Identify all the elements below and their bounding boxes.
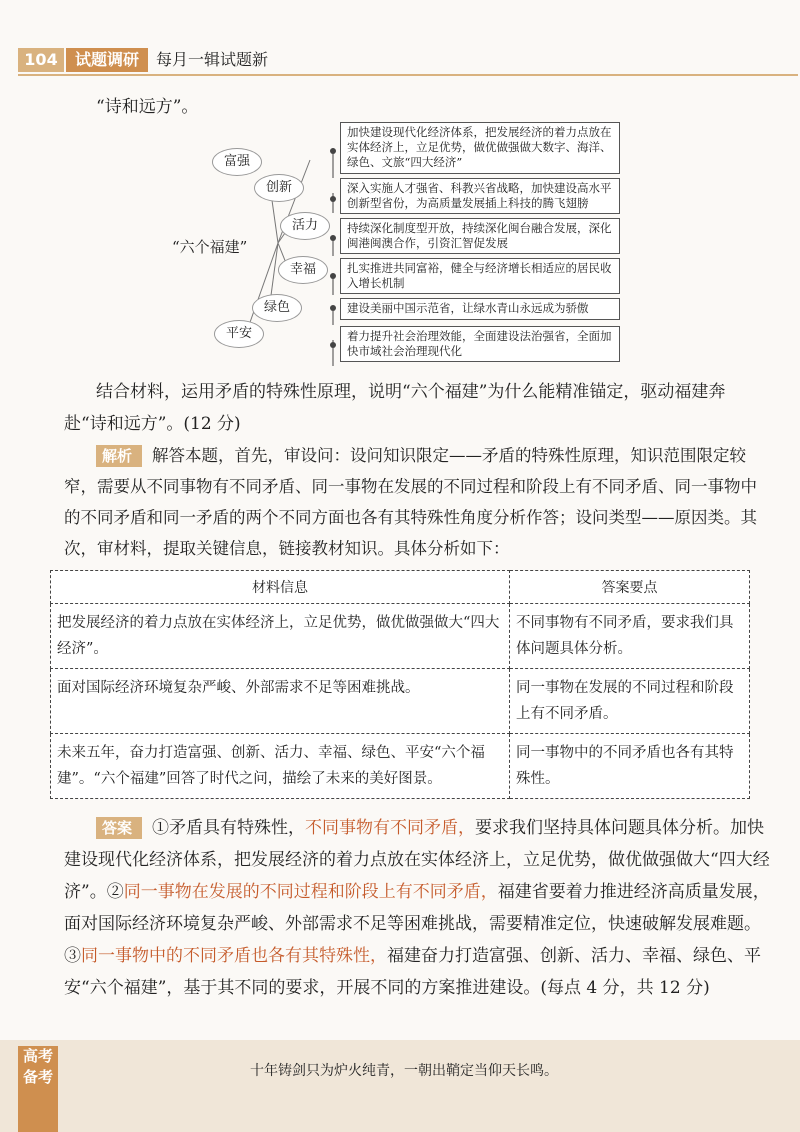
six-fujian-diagram (160, 118, 630, 368)
answer-highlight: 同一事物在发展的不同过程和阶段上有不同矛盾， (123, 882, 498, 902)
analysis-section (64, 440, 764, 564)
table-cell: 同一事物中的不同矛盾也各有其特殊性。 (510, 734, 750, 799)
node-xingfu: 幸福 (278, 256, 328, 284)
analysis-table (50, 570, 750, 799)
bullet-dot (330, 196, 336, 202)
table-cell: 不同事物有不同矛盾，要求我们具体问题具体分析。 (510, 604, 750, 669)
diagram-center-label: “六个福建” (172, 238, 248, 256)
footer-side-label: 高考备考 (18, 1046, 58, 1132)
bullet-dot (330, 273, 336, 279)
diagram-box: 加快建设现代化经济体系，把发展经济的着力点放在实体经济上，立足优势，做优做强做大数字、海洋、绿色、文旅“四大经济” (340, 122, 620, 174)
table-cell: 把发展经济的着力点放在实体经济上，立足优势，做优做强做大“四大经济”。 (51, 604, 510, 669)
answer-highlight: 同一事物中的不同矛盾也各有其特殊性， (81, 946, 387, 966)
answer-text: 福建省要着力推进经济高质量发展，面对国际经济环境复杂严峻、外部需求不足等困难挑战，需要精准定位，快速破解发展难题。③ (64, 882, 770, 966)
answer-section (64, 812, 776, 1004)
question-text: 结合材料，运用矛盾的特殊性原理，说明“六个福建”为什么能精准锚定，驱动福建奔赴“诗和远方”。(12 分) (64, 382, 726, 434)
bullet-dot (330, 148, 336, 154)
answer-text: 要求我们坚持具体问题具体分析。加快建设现代化经济体系，把发展经济的着力点放在实体经济上，立足优势，做优做强做大“四大经济”。② (64, 818, 770, 902)
diagram-box: 建设美丽中国示范省，让绿水青山永远成为骄傲 (340, 298, 620, 320)
node-huoli: 活力 (280, 212, 330, 240)
diagram-box: 着力提升社会治理效能，全面建设法治强省，全面加快市域社会治理现代化 (340, 326, 620, 362)
table-header: 材料信息 (51, 571, 510, 604)
answer-text: ①矛盾具有特殊性， (152, 818, 306, 838)
table-cell: 未来五年，奋力打造富强、创新、活力、幸福、绿色、平安“六个福建”。“六个福建”回答了时代之问，描绘了未来的美好图景。 (51, 734, 510, 799)
bullet-dot (330, 235, 336, 241)
footer-motto: 十年铸剑只为炉火纯青，一朝出鞘定当仰天长鸣。 (250, 1063, 558, 1079)
diagram-box: 深入实施人才强省、科教兴省战略，加快建设高水平创新型省份，为高质量发展插上科技的腾飞翅膀 (340, 178, 620, 214)
page-header (0, 44, 800, 74)
answer-tag: 答案 (96, 817, 142, 839)
node-pingan: 平安 (214, 320, 264, 348)
table-header: 答案要点 (510, 571, 750, 604)
table-row (51, 604, 750, 669)
answer-text: 福建奋力打造富强、创新、活力、幸福、绿色、平安“六个福建”，基于其不同的要求，开展不同的方案推进建设。(每点 4 分，共 12 分) (64, 946, 761, 998)
table-row (51, 734, 750, 799)
bullet-dot (330, 342, 336, 348)
diagram-box: 持续深化制度型开放，持续深化闽台融合发展，深化闽港闽澳合作，引资汇智促发展 (340, 218, 620, 254)
table-cell: 同一事物在发展的不同过程和阶段上有不同矛盾。 (510, 669, 750, 734)
intro-text: “诗和远方”。 (96, 97, 199, 117)
node-lvse: 绿色 (252, 294, 302, 322)
table-header-row (51, 571, 750, 604)
page-footer (0, 1040, 800, 1132)
header-rule (18, 74, 798, 76)
analysis-tag: 解析 (96, 445, 142, 467)
node-chuangxin: 创新 (254, 174, 304, 202)
table-row (51, 669, 750, 734)
answer-highlight: 不同事物有不同矛盾， (305, 818, 476, 838)
diagram-box: 扎实推进共同富裕，健全与经济增长相适应的居民收入增长机制 (340, 258, 620, 294)
node-fuqiang: 富强 (212, 148, 262, 176)
section-subtitle: 每月一辑试题新 (156, 50, 269, 69)
analysis-text: 解答本题，首先，审设问：设问知识限定——矛盾的特殊性原理，知识范围限定较窄，需要从不同事物有不同矛盾、同一事物在发展的不同过程和阶段上有不同矛盾、同一事物中的不同矛盾和同一矛盾的两个不同方面也各有其特殊性角度分析作答；设问类型——原因类。其次，审材料，提取关键信息，链接教材知识。具体分析如下： (64, 446, 757, 558)
page-number: 104 (18, 48, 64, 72)
section-label: 试题调研 (66, 48, 148, 72)
table-cell: 面对国际经济环境复杂严峻、外部需求不足等困难挑战。 (51, 669, 510, 734)
bullet-dot (330, 305, 336, 311)
